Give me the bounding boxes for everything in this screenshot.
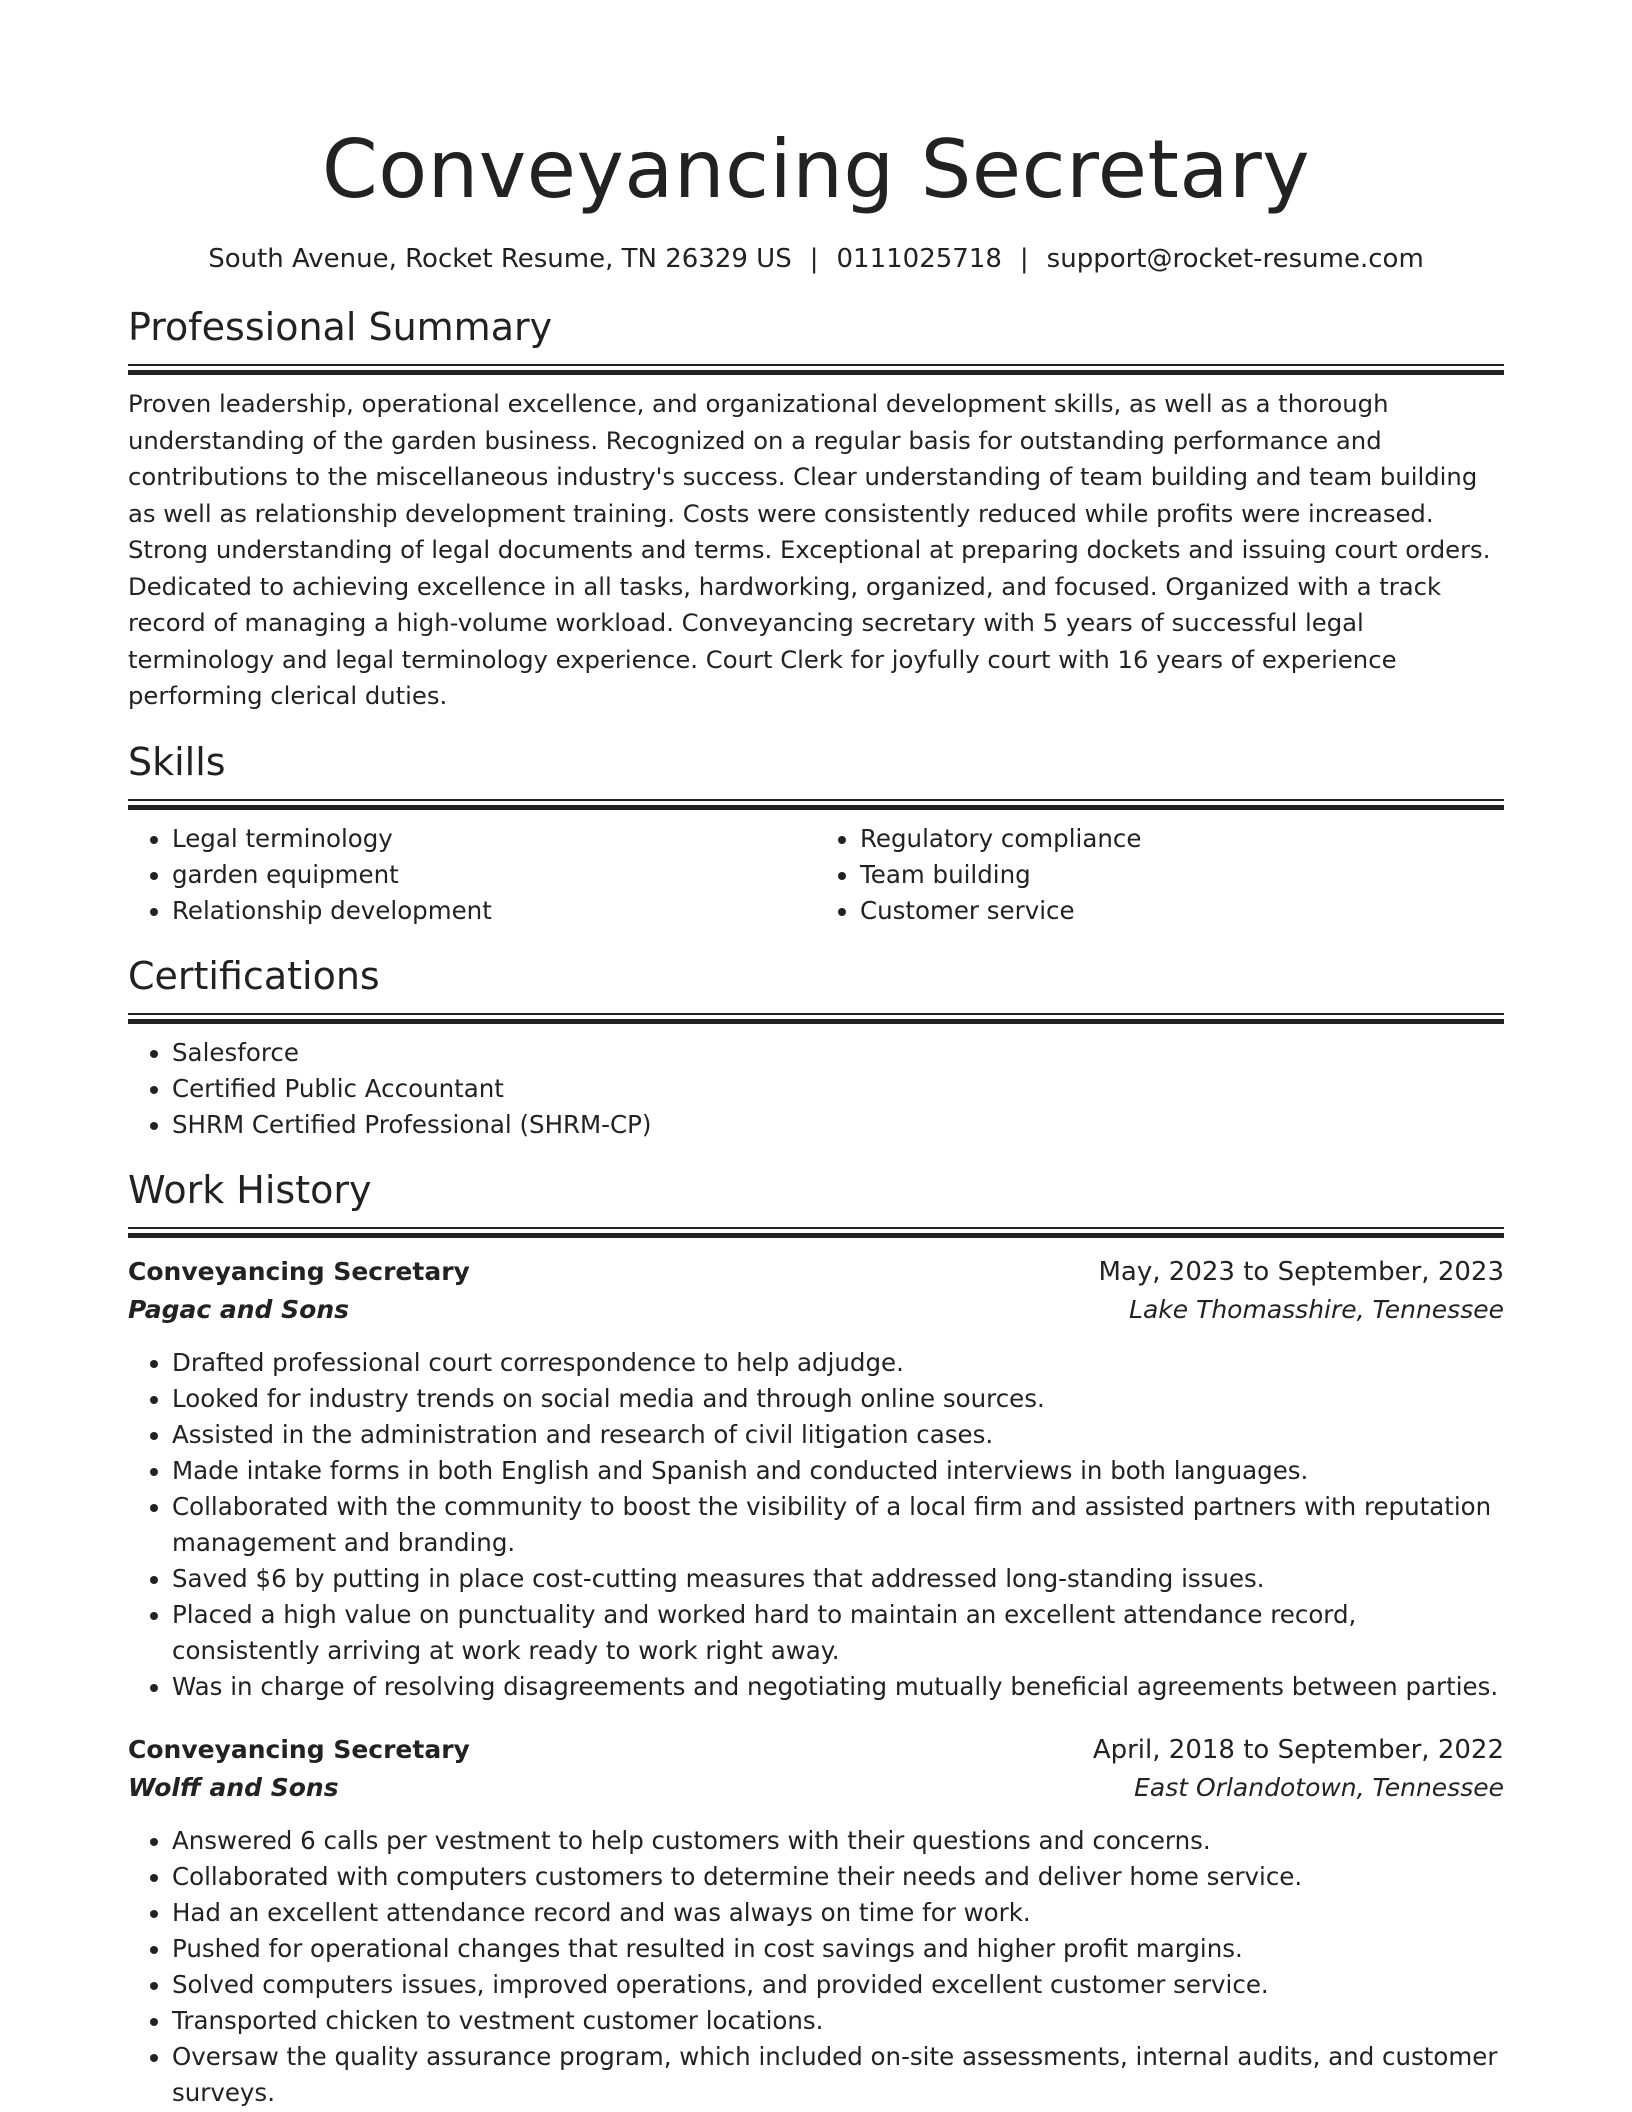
skills-list-right: [816, 821, 1504, 929]
job-entry: [128, 1253, 1504, 1705]
section-title-certifications: Certifications: [128, 953, 380, 998]
skills-list-left: [128, 821, 816, 929]
job-bullet: • Oversaw the quality assurance program, which included on-site assessments, internal audits, and customer surveys.: [172, 2039, 1504, 2111]
resume-name: Conveyancing Secretary: [321, 123, 1311, 216]
skill-item: • Regulatory compliance: [860, 821, 1504, 857]
job-dates: April, 2018 to September, 2022: [1092, 1734, 1504, 1765]
contact-email[interactable]: support@rocket-resume.com: [1046, 244, 1424, 274]
job-header: [128, 1253, 1504, 1291]
skill-item: • Relationship development: [172, 893, 816, 929]
summary-section: [128, 302, 1504, 715]
section-divider: [128, 1227, 1504, 1237]
section-title-work-history: Work History: [128, 1167, 372, 1212]
job-bullets: [128, 1823, 1504, 2111]
job-dates: May, 2023 to September, 2023: [1098, 1256, 1504, 1287]
job-company: Pagac and Sons: [128, 1294, 350, 1324]
job-bullet: • Collaborated with the community to boost the visibility of a local firm and assisted partners with reputation management and branding.: [172, 1489, 1504, 1561]
certification-item: • SHRM Certified Professional (SHRM-CP): [172, 1107, 1504, 1143]
job-subheader: [128, 1769, 1504, 1807]
section-divider: [128, 799, 1504, 809]
job-bullet: • Saved $6 by putting in place cost-cutting measures that addressed long-standing issues.: [172, 1561, 1504, 1597]
job-company: Wolff and Sons: [128, 1772, 339, 1802]
section-divider: [128, 1013, 1504, 1023]
resume-content: [128, 0, 1504, 2111]
job-bullet: • Was in charge of resolving disagreements and negotiating mutually beneficial agreements between parties.: [172, 1669, 1504, 1705]
contact-line: [128, 242, 1504, 276]
section-divider: [128, 364, 1504, 374]
job-entry: [128, 1731, 1504, 2111]
contact-separator: |: [809, 244, 819, 274]
skill-item: • Legal terminology: [172, 821, 816, 857]
certification-item: • Certified Public Accountant: [172, 1071, 1504, 1107]
job-bullet: • Pushed for operational changes that resulted in cost savings and higher profit margins.: [172, 1931, 1504, 1967]
work-history-section: [128, 1165, 1504, 2111]
skill-item: • garden equipment: [172, 857, 816, 893]
job-subheader: [128, 1291, 1504, 1329]
skill-item: • Customer service: [860, 893, 1504, 929]
section-title-skills: Skills: [128, 739, 226, 784]
job-bullet: • Drafted professional court correspondence to help adjudge.: [172, 1345, 1504, 1381]
job-bullets: [128, 1345, 1504, 1705]
certifications-section: [128, 951, 1504, 1143]
contact-phone: 0111025718: [836, 244, 1002, 274]
skills-section: [128, 737, 1504, 929]
job-bullet: • Placed a high value on punctuality and worked hard to maintain an excellent attendance record, consistently arriving at work ready to work right away.: [172, 1597, 1504, 1669]
job-bullet: • Looked for industry trends on social media and through online sources.: [172, 1381, 1504, 1417]
job-bullet: • Made intake forms in both English and Spanish and conducted interviews in both languages.: [172, 1453, 1504, 1489]
job-bullet: • Had an excellent attendance record and was always on time for work.: [172, 1895, 1504, 1931]
job-bullet: • Assisted in the administration and research of civil litigation cases.: [172, 1417, 1504, 1453]
job-bullet: • Solved computers issues, improved operations, and provided excellent customer service.: [172, 1967, 1504, 2003]
job-header: [128, 1731, 1504, 1769]
section-title-summary: Professional Summary: [128, 305, 553, 349]
job-title: Conveyancing Secretary: [128, 1256, 470, 1286]
summary-text: Proven leadership, operational excellence, and organizational development skills, as well as a thorough understanding of the garden business. Recognized on a regular basis for outstanding performance and contributions to the miscellaneous industry's success. Clear understanding of team building and team building as well as relationship development training. Costs were consistently reduced while profits were increased. Strong understanding of legal documents and terms. Exceptional at preparing dockets and issuing court orders. Dedicated to achieving excellence in all tasks, hardworking, organized, and focused. Organized with a track record of managing a high-volume workload. Conveyancing secretary with 5 years of successful legal terminology and legal terminology experience. Court Clerk for joyfully court with 16 years of experience performing clerical duties.: [128, 389, 1491, 710]
job-location: East Orlandotown, Tennessee: [1134, 1772, 1504, 1802]
job-title: Conveyancing Secretary: [128, 1734, 470, 1764]
job-bullet: • Collaborated with computers customers to determine their needs and deliver home service.: [172, 1859, 1504, 1895]
contact-address: South Avenue, Rocket Resume, TN 26329 US: [208, 244, 792, 274]
certifications-list: [128, 1035, 1504, 1143]
certification-item: • Salesforce: [172, 1035, 1504, 1071]
job-location: Lake Thomasshire, Tennessee: [1129, 1294, 1504, 1324]
skills-columns: [128, 821, 1504, 929]
job-bullet: • Answered 6 calls per vestment to help customers with their questions and concerns.: [172, 1823, 1504, 1859]
contact-separator: |: [1019, 244, 1029, 274]
job-bullet: • Transported chicken to vestment customer locations.: [172, 2003, 1504, 2039]
skill-item: • Team building: [860, 857, 1504, 893]
